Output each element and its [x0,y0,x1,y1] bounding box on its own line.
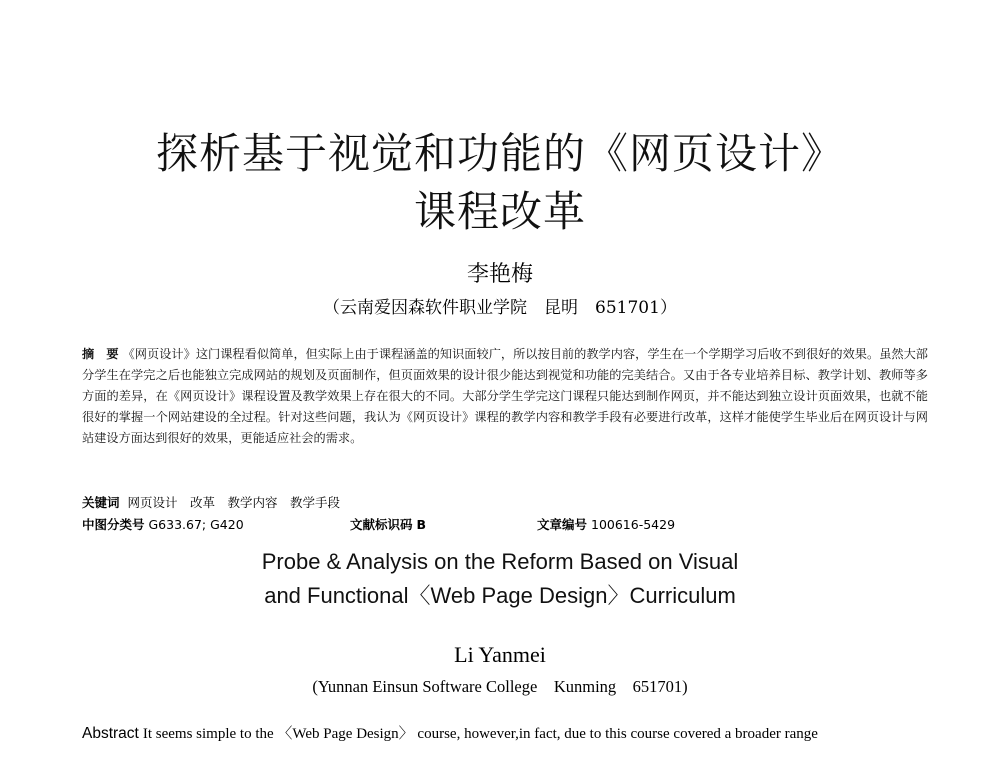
doc-code-label: 文献标识码 [350,517,413,532]
author-cn: 李艳梅 [466,262,533,287]
title-en-line-2: and Functional〈Web Page Design〉Curriculum [264,583,736,608]
clc-number [82,514,244,536]
title-en-line-1: Probe & Analysis on the Reform Based on Visual [261,549,739,574]
title-cn-line-2: 课程改革 [413,187,586,236]
affiliation-cn: （云南爱因森软件职业学院 昆明 651701） [323,298,677,318]
affiliation-en: (Yunnan Einsun Software College Kunming 651701) [312,677,688,696]
article-no-value: 100616-5429 [591,517,676,532]
clc-value: G633.67; G420 [148,517,244,532]
abstract-cn-text: 《网页设计》这门课程看似简单，但实际上由于课程涵盖的知识面较广，所以按目前的教学内容，学生在一个学期学习后收不到很好的效果。虽然大部分学生在学完之后也能独立完成网站的规划及页面制作，但页面效果的设计很少能达到视觉和功能的完美结合。又由于各专业培养目标、教学计划、教师等多方面的差异，在《网页设计》课程设置及教学效果上存在很大的不同。大部分学生学完这门课程只能达到制作网页，并不能达到独立设计页面效果，也就不能很好的掌握一个网站建设的全过程。针对这些问题，我认为《网页设计》课程的教学内容和教学手段有必要进行改革，这样才能使学生毕业后在网页设计与网站建设方面达到很好的效果，更能适应社会的需求。 [82,347,928,445]
abstract-en [82,722,928,746]
classification-line [82,514,928,536]
author-en: Li Yanmei [454,642,546,667]
abstract-en-label: Abstract [82,725,139,742]
keywords-line [82,492,928,514]
article-no-label: 文章编号 [537,517,588,532]
abstract-en-text: It seems simple to the 〈Web Page Design〉 course, however,in fact, due to this course covered a broader range [142,726,818,742]
article-number [537,514,675,536]
title-cn-line-1: 探析基于视觉和功能的《网页设计》 [155,129,844,178]
clc-label: 中图分类号 [82,517,145,532]
doc-code-value: B [416,517,427,532]
abstract-cn [82,344,928,449]
abstract-cn-label: 摘 要 [82,347,119,361]
document-code [350,514,426,536]
keywords-text: 网页设计 改革 教学内容 教学手段 [127,495,340,510]
keywords-label: 关键词 [82,495,120,510]
